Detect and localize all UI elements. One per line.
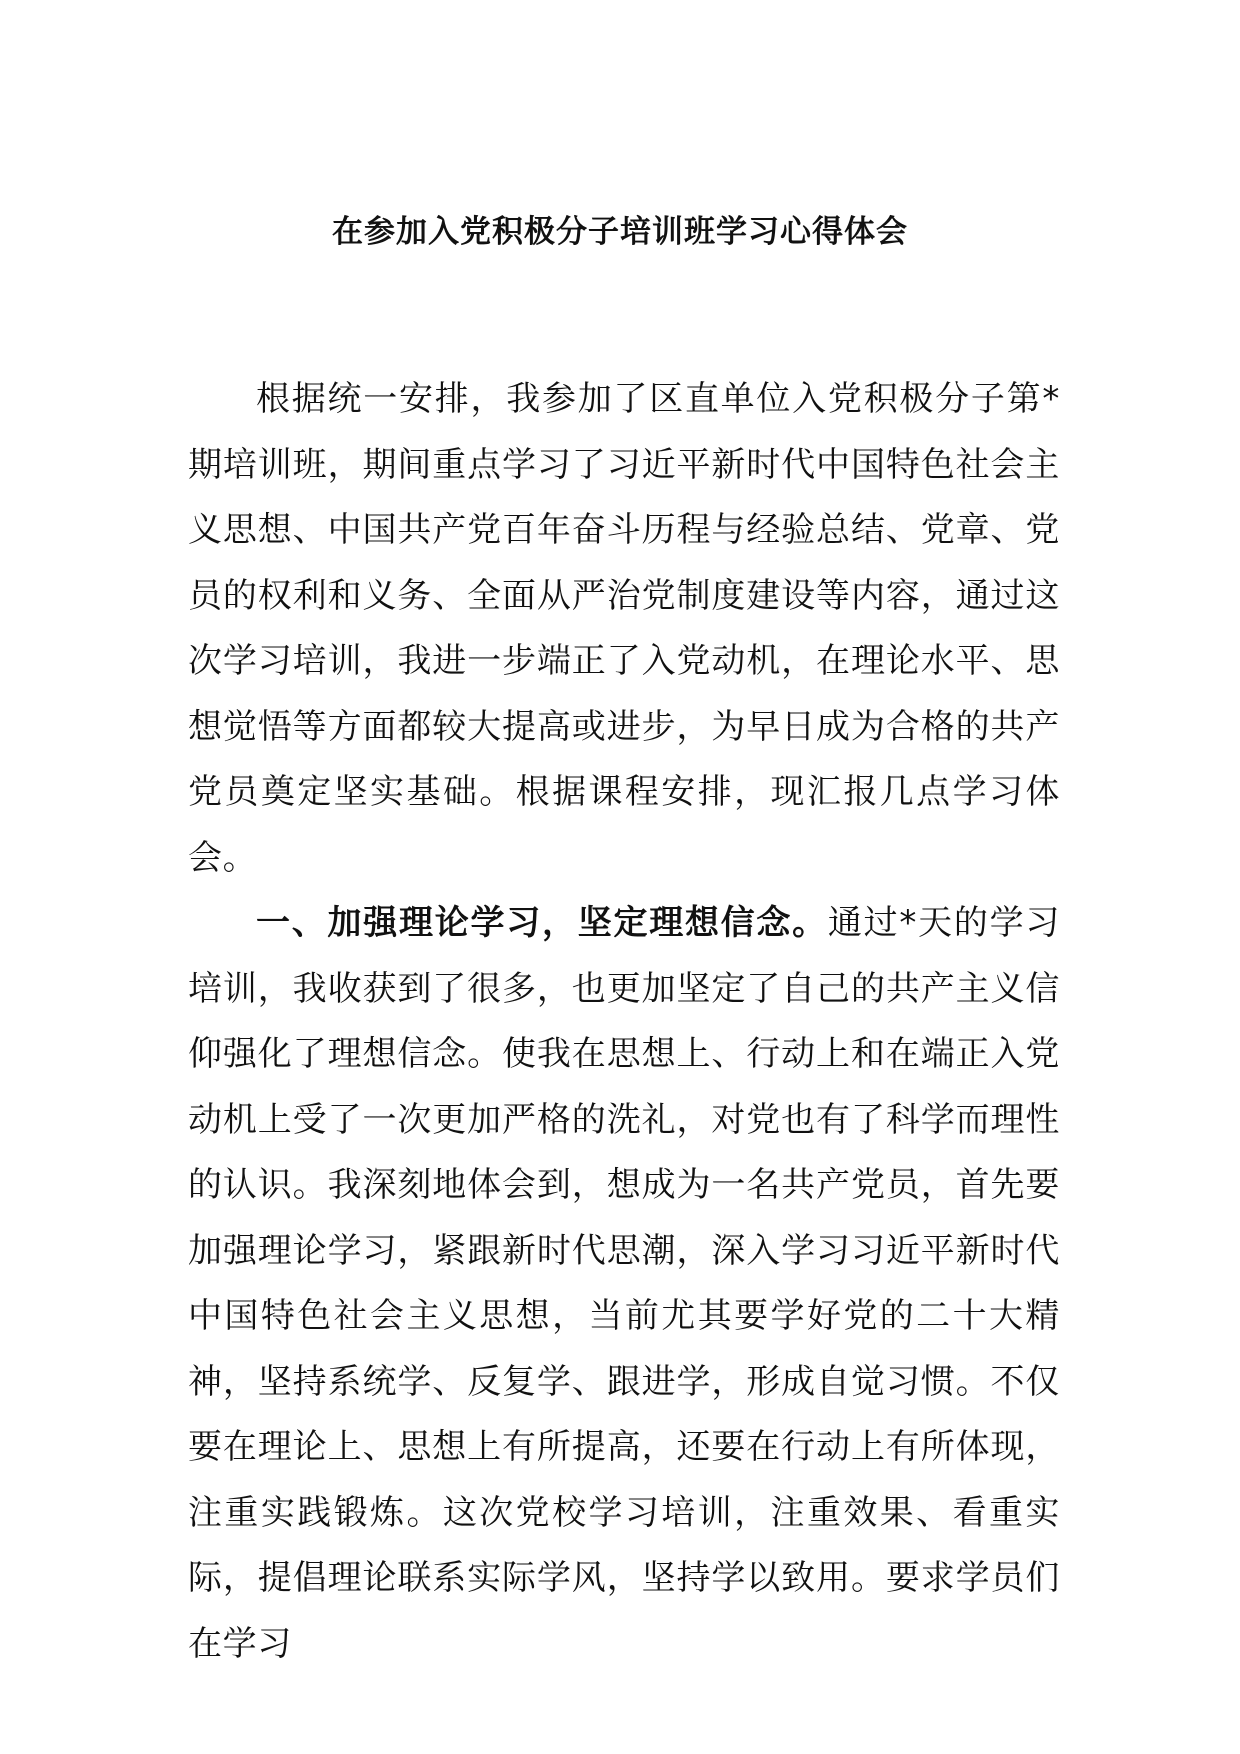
- section-1-heading: 一、加强理论学习，坚定理想信念。: [256, 903, 828, 943]
- document-title: 在参加入党积极分子培训班学习心得体会: [332, 214, 908, 250]
- paragraph-section-1: [188, 891, 1060, 1677]
- section-1-text: 通过*天的学习培训，我收获到了很多，也更加坚定了自己的共产主义信仰强化了理想信念。使我在思想上、行动上和在端正入党动机上受了一次更加严格的洗礼，对党也有了科学而理性的认识。我深刻地体会到，想成为一名共产党员，首先要加强理论学习，紧跟新时代思潮，深入学习习近平新时代中国特色社会主义思想，当前尤其要学好党的二十大精神，坚持系统学、反复学、跟进学，形成自觉习惯。不仅要在理论上、思想上有所提高，还要在行动上有所体现，注重实践锻炼。这次党校学习培训，注重效果、看重实际，提倡理论联系实际学风，坚持学以致用。要求学员们在学习: [188, 903, 1060, 1664]
- paragraph-intro: [188, 367, 1060, 891]
- document-body: [188, 367, 1060, 1677]
- paragraph-intro-text: 根据统一安排，我参加了区直单位入党积极分子第*期培训班，期间重点学习了习近平新时代中国特色社会主义思想、中国共产党百年奋斗历程与经验总结、党章、党员的权利和义务、全面从严治党制度建设等内容，通过这次学习培训，我进一步端正了入党动机，在理论水平、思想觉悟等方面都较大提高或进步，为早日成为合格的共产党员奠定坚实基础。根据课程安排，现汇报几点学习体会。: [188, 379, 1060, 878]
